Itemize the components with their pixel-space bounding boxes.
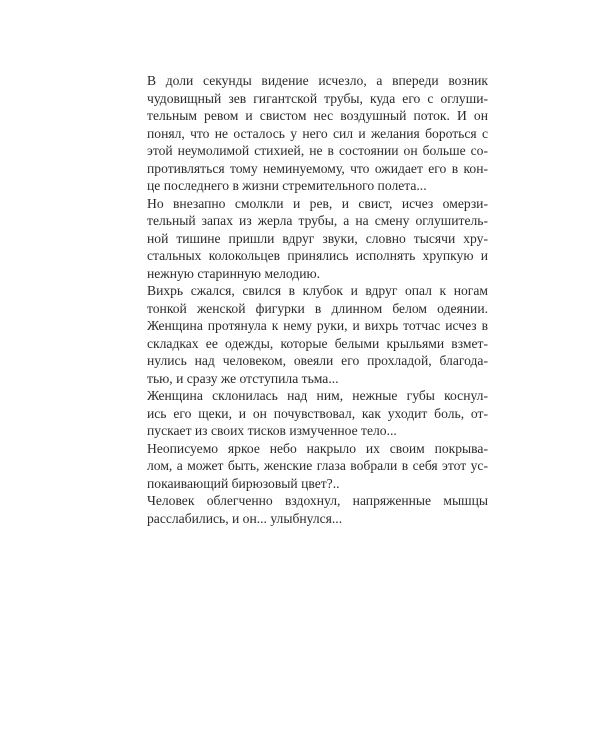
text-line: тонкой женской фигурки в длинном белом одеянии. xyxy=(147,300,488,316)
text-line: складках ее одежды, которые белыми крыльями взмет- xyxy=(147,335,488,351)
text-line: тельный запах из жерла трубы, а на смену оглушитель- xyxy=(147,213,488,228)
text-line: В доли секунды видение исчезло, а впереди возник xyxy=(147,73,488,88)
text-line: пускает из своих тисков измученное тело... xyxy=(147,423,397,438)
text-line: расслабились, и он... улыбнулся... xyxy=(147,510,343,526)
text-line: Вихрь сжался, свился в клубок и вдруг опал к ногам xyxy=(147,283,488,298)
text-line: этой неумолимой стихией, не в состоянии он больше со- xyxy=(147,143,488,158)
text-line: тью, и сразу же отступила тьма... xyxy=(147,370,339,386)
text-line: стальных колокольцев принялись исполнять хрупкую и xyxy=(147,248,488,263)
text-line: Но внезапно смолкли и рев, и свист, исчез омерзи- xyxy=(147,195,488,211)
text-line: чудовищный зев гигантской трубы, куда его с оглуши- xyxy=(147,90,488,106)
text-line: Неописуемо яркое небо накрыло их своим покрыва- xyxy=(147,440,488,456)
paragraph-6 xyxy=(147,492,488,527)
text-line: нежную старинную мелодию. xyxy=(147,265,321,281)
text-line: лом, а может быть, женские глаза вобрали в себя этот ус- xyxy=(147,458,488,473)
text-line: це последнего в жизни стремительного полета... xyxy=(147,178,427,193)
text-line: ись его щеки, и он почувствовал, как уходит боль, от- xyxy=(147,405,488,421)
text-line: понял, что не осталось у него сил и желания бороться с xyxy=(147,125,488,141)
text-line: Человек облегченно вздохнул, напряженные мышцы xyxy=(147,493,488,508)
text-line: противляться тому неминуемому, что ожидает его в кон- xyxy=(147,160,488,176)
paragraph-5 xyxy=(147,440,488,493)
text-line: покаивающий бирюзовый цвет?.. xyxy=(147,475,340,491)
text-line: Женщина склонилась над ним, нежные губы коснул- xyxy=(147,388,488,403)
paragraph-4 xyxy=(147,387,488,440)
body-text xyxy=(147,72,488,527)
paragraph-1 xyxy=(147,72,488,195)
paragraph-3 xyxy=(147,282,488,387)
paragraph-2 xyxy=(147,195,488,283)
text-line: тельным ревом и свистом нес воздушный поток. И он xyxy=(147,108,488,123)
text-line: нулись над человеком, овеяли его прохладой, благода- xyxy=(147,353,488,368)
text-line: Женщина протянула к нему руки, и вихрь тотчас исчез в xyxy=(147,318,488,333)
text-line: ной тишине пришли вдруг звуки, словно тысячи хру- xyxy=(147,230,488,246)
